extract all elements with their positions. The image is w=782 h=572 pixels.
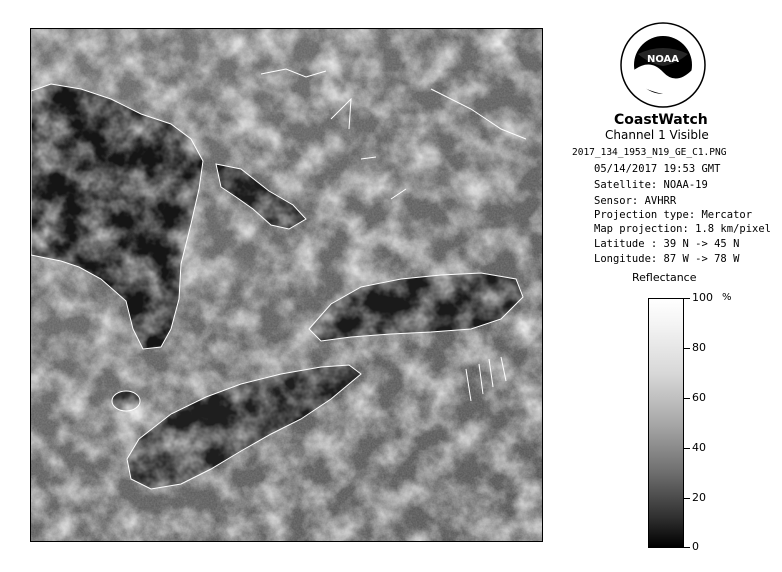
colorbar-tick [684,448,690,449]
noaa-logo-text: NOAA [646,54,680,65]
colorbar-tick [684,547,690,548]
colorbar-tick [684,348,690,349]
projection-type-label: Projection type: Mercator [594,209,753,221]
datetime-label: 05/14/2017 19:53 GMT [594,163,721,175]
satellite-label: Satellite: NOAA-19 [594,179,708,191]
colorbar-tick-label: 60 [692,391,706,404]
map-canvas [31,29,542,541]
colorbar-tick-label: 20 [692,491,706,504]
colorbar-tick-label: 0 [692,540,699,553]
colorbar-tick-label: 100 [692,291,713,304]
colorbar-tick [684,398,690,399]
filename-label: 2017_134_1953_N19_GE_C1.PNG [572,147,727,158]
colorbar-title: Reflectance [632,271,697,284]
sensor-label: Sensor: AVHRR [594,195,677,207]
map-projection-label: Map projection: 1.8 km/pixel [594,223,772,235]
longitude-label: Longitude: 87 W -> 78 W [594,253,740,265]
latitude-label: Latitude : 39 N -> 45 N [594,238,740,250]
colorbar-tick-label: 80 [692,341,706,354]
colorbar-tick [684,498,690,499]
satellite-image [30,28,543,542]
colorbar-tick [684,298,690,299]
colorbar-tick-label: 40 [692,441,706,454]
colorbar-unit: % [722,292,732,303]
channel-label: Channel 1 Visible [605,128,709,142]
product-title: CoastWatch [614,112,708,128]
noaa-logo [620,22,706,108]
reflectance-colorbar [648,298,684,548]
